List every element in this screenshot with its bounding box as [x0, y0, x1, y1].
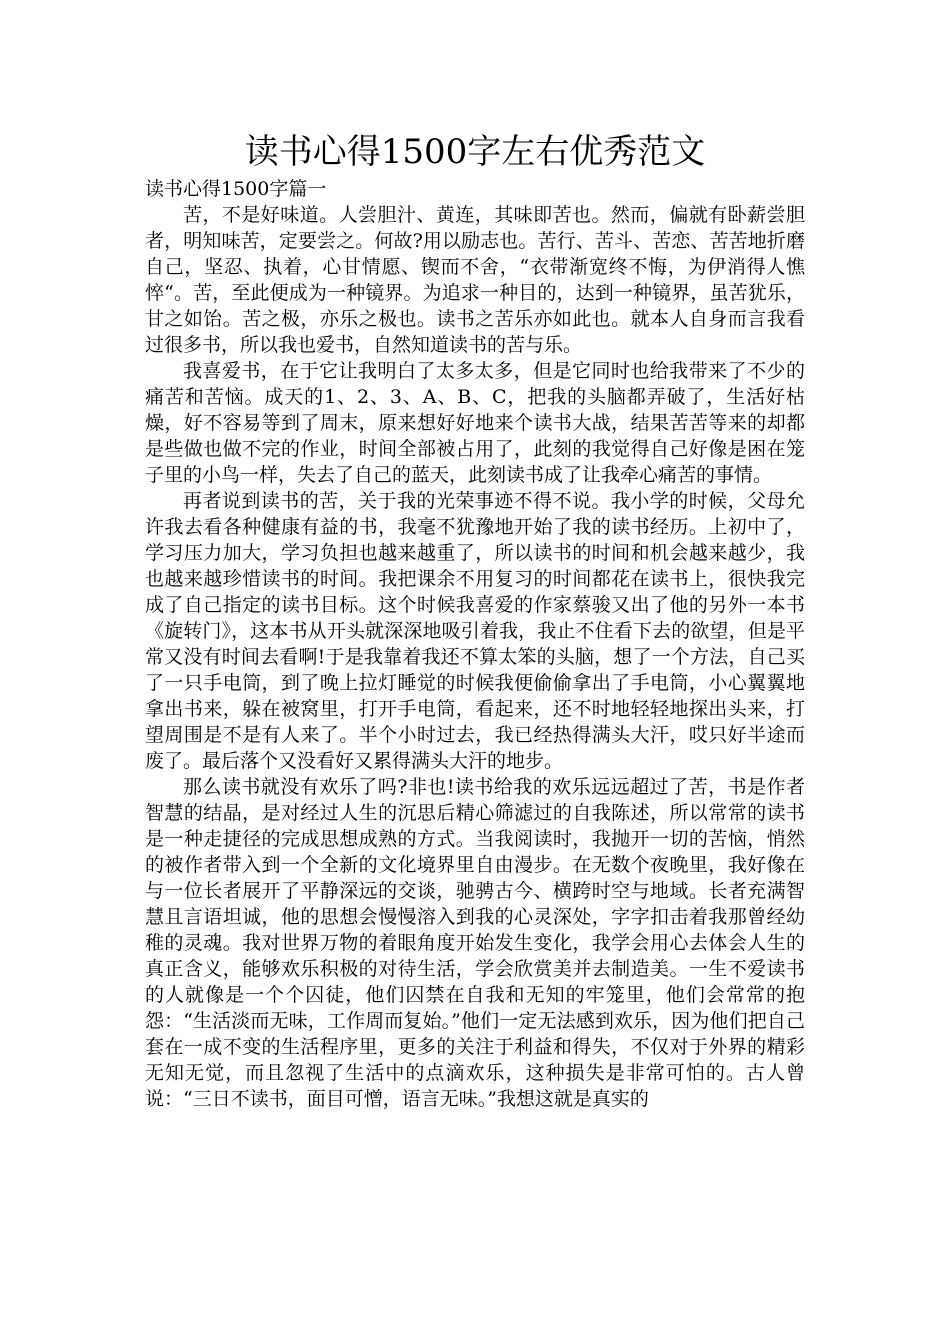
section-heading: 读书心得1500字篇一: [145, 178, 327, 200]
paragraph-2: 我喜爱书，在于它让我明白了太多太多，但是它同时也给我带来了不少的痛苦和苦恼。成天的1、2、3、A、B、C，把我的头脑都弄破了，生活好枯燥，好不容易等到了周末，原来想好好地来个读书大战，结果苦苦等来的却都是些做也做不完的作业，时间全部被占用了，此刻的我觉得自己好像是困在笼子里的小鸟一样，失去了自己的蓝天，此刻读书成了让我牵心痛苦的事情。: [145, 360, 805, 486]
paragraph-3: 再者说到读书的苦，关于我的光荣事迹不得不说。我小学的时候，父母允许我去看各种健康有益的书，我毫不犹豫地开始了我的读书经历。上初中了，学习压力加大，学习负担也越来越重了，所以读书的时间和机会越来越少，我也越来越珍惜读书的时间。我把课余不用复习的时间都花在读书上，很快我完成了自己指定的读书目标。这个时候我喜爱的作家蔡骏又出了他的另外一本书《旋转门》，这本书从开头就深深地吸引着我，我止不住看下去的欲望，但是平常又没有时间去看啊!于是我靠着我还不算太笨的头脑，想了一个方法，自己买了一只手电筒，到了晚上拉灯睡觉的时候我便偷偷拿出了手电筒，小心翼翼地拿出书来，躲在被窝里，打开手电筒，看起来，还不时地轻轻地探出头来，打望周围是不是有人来了。半个小时过去，我已经热得满头大汗，哎只好半途而废了。最后落个又没看好又累得满头大汗的地步。: [145, 490, 805, 772]
document-page: [145, 130, 805, 1112]
paragraph-4: 那么读书就没有欢乐了吗?非也!读书给我的欢乐远远超过了苦，书是作者智慧的结晶，是对经过人生的沉思后精心筛滤过的自我陈述，所以常常的读书是一种走捷径的完成思想成熟的方式。当我阅读时，我抛开一切的苦恼，悄然的被作者带入到一个全新的文化境界里自由漫步。在无数个夜晚里，我好像在与一位长者展开了平静深远的交谈，驰骋古今、横跨时空与地域。长者充满智慧且言语坦诚，他的思想会慢慢溶入到我的心灵深处，字字扣击着我那曾经幼稚的灵魂。我对世界万物的着眼角度开始发生变化，我学会用心去体会人生的真正含义，能够欢乐积极的对待生活，学会欣赏美并去制造美。一生不爱读书的人就像是一个个囚徒，他们囚禁在自我和无知的牢笼里，他们会常常的抱怨：“生活淡而无味，工作周而复始。”他们一定无法感到欢乐，因为他们把自己套在一成不变的生活程序里，更多的关注于利益和得失，不仅对于外界的精彩无知无觉，而且忽视了生活中的点滴欢乐，这种损失是非常可怕的。古人曾说：“三日不读书，面目可憎，语言无味。”我想这就是真实的: [145, 776, 805, 1110]
paragraph-1: 苦，不是好味道。人尝胆汁、黄连，其味即苦也。然而，偏就有卧薪尝胆者，明知味苦，定要尝之。何故?用以励志也。苦行、苦斗、苦恋、苦苦地折磨自己，坚忍、执着，心甘情愿、锲而不舍，“衣带渐宽终不悔，为伊消得人憔悴“。苦，至此便成为一种镜界。为追求一种目的，达到一种镜界，虽苦犹乐，甘之如饴。苦之极，亦乐之极也。读书之苦乐亦如此也。就本人自身而言我看过很多书，所以我也爱书，自然知道读书的苦与乐。: [145, 204, 805, 356]
document-title: 读书心得1500字左右优秀范文: [244, 132, 706, 172]
